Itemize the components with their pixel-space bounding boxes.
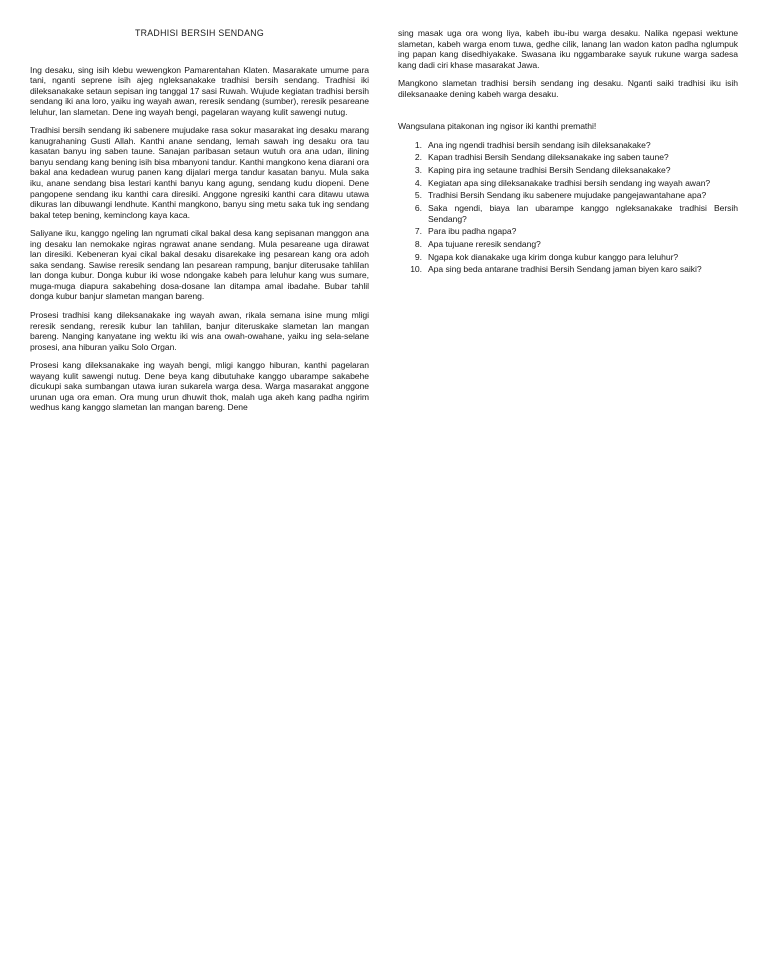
question-text: Para ibu padha ngapa? bbox=[428, 226, 517, 237]
question-text: Tradhisi Bersih Sendang iku sabenere mujudake pangejawantahane apa? bbox=[428, 190, 707, 201]
paragraph-meaning: Tradhisi bersih sendang iki sabenere mujudake rasa sokur masarakat ing desaku marang kanugrahaning Gusti Allah. Kanthi anane sendang, lemah sawah ing desaku ora tau kasatan banyu ing saben taune. Sanajan paribasan setaun wutuh ora ana udan, ilining banyu sendang kang bening isih bisa mbanyoni tandur. Kanthi mangkono kena diarani ora bakal ana kedadean wurug panen kang dijalari merga tandur kasatan banyu. Mula saka iku, anane sendang bisa lestari kanthi banyu kang agung, sendang kudu diopeni. Dene pangopene sendang iku kanthi cara diresiki. Anggone ngresiki kanthi cara ditawu utawa dikuras lan dibuwangi lendhute. Kanthi mangkono, banyu sing metu saka tuk ing sendang bakal tetep bening, keminclong kaya kaca. bbox=[30, 125, 369, 220]
paragraph-ancestors: Saliyane iku, kanggo ngeling lan ngrumati cikal bakal desa kang sepisanan manggon ana ing desaku lan nemokake ngiras ngrawat anane sendang. Mula pesareane uga dirawat lan diresiki. Kebeneran kyai cikal bakal desaku disarekake ing pesarean kang ora adoh saka sendang. Sawise reresik sendang lan pesarean rampung, banjur diterusake tahlilan lan donga kubur. Donga kubur iki wose ndongake kabeh para leluhur kang wus sumare, muga-muga diapura sakabehing dosa-dosane lan ditampa amal ibadahe. Bubar tahlil donga kubur banjur slametan mangan bareng. bbox=[30, 228, 369, 302]
question-number: 5. bbox=[414, 190, 422, 201]
question-number: 8. bbox=[414, 238, 422, 249]
questions-list bbox=[398, 140, 738, 275]
question-number: 7. bbox=[414, 226, 422, 237]
document-title: TRADHISI BERSIH SENDANG bbox=[134, 28, 265, 38]
question-text: Kapan tradhisi Bersih Sendang dileksanakake ing saben taune? bbox=[428, 152, 669, 163]
paragraph-night-procession: Prosesi kang dileksanakake ing wayah bengi, mligi kanggo hiburan, kanthi pagelaran wayang kulit sawengi nutug. Dene beya kang dibutuhake kanggo ubarampe sakabehe dicukupi saka sumbangan utawa iuran sukarela warga desa. Warga masarakat anggone urunan uga ora eman. Ora mung urun dhuwit thok, malah uga akeh kang padha ngirim wedhus kang kanggo slametan lan mangan bareng. Dene bbox=[30, 360, 369, 413]
paragraph-continuation: sing masak uga ora wong liya, kabeh ibu-ibu warga desaku. Nalika ngepasi wektune slametan, kabeh warga enom tuwa, gedhe cilik, lanang lan wadon katon padha nglumpuk ing papan kang disedhiyakake. Swasana iku nggambarake sayuk rukune warga sadesa kang dadi ciri khase masarakat Jawa. bbox=[398, 28, 738, 70]
question-text: Kegiatan apa sing dileksanakake tradhisi bersih sendang ing wayah awan? bbox=[428, 177, 711, 188]
question-text: Ana ing ngendi tradhisi bersih sendang isih dileksanakake? bbox=[428, 139, 651, 150]
question-number: 2. bbox=[414, 152, 422, 163]
question-text: Ngapa kok dianakake uga kirim donga kubur kanggo para leluhur? bbox=[428, 251, 679, 262]
question-text: Saka ngendi, biaya lan ubarampe kanggo ngleksanakake tradhisi Bersih Sendang? bbox=[428, 203, 738, 224]
paragraph-intro: Ing desaku, sing isih klebu wewengkon Pamarentahan Klaten. Masarakate umume para tani, nganti seprene isih ajeg ngleksanakake tradhisi bersih sendang. Tradhisi iki dileksanakake setaun sepisan ing tanggal 17 sasi Ruwah. Wujude kegiatan tradhisi bersih sendang iki ana loro, yaiku ing wayah awan, reresik sendang (sumber), reresik pesareane leluhur, lan slametan. Dene ing wayah bengi, pagelaran wayang kulit sawengi nutug. bbox=[30, 64, 369, 117]
spacer bbox=[398, 107, 738, 121]
question-number: 10. bbox=[410, 264, 422, 275]
question-item bbox=[398, 252, 738, 263]
question-number: 1. bbox=[414, 139, 422, 150]
question-text: Apa tujuane reresik sendang? bbox=[428, 238, 541, 249]
question-text: Apa sing beda antarane tradhisi Bersih Sendang jaman biyen karo saiki? bbox=[428, 264, 702, 275]
left-column bbox=[30, 28, 369, 421]
question-number: 6. bbox=[414, 203, 422, 214]
question-item bbox=[398, 165, 738, 176]
paragraph-daytime-procession: Prosesi tradhisi kang dileksanakake ing wayah awan, rikala semana isine mung mligi reresik sendang, reresik kubur lan tahlilan, banjur diteruskake slametan lan mangan bareng. Nanging kanyatane ing wektu iki wis ana owah-owahane, yaiku ing sela-selane prosesi, ana hiburan yaiku Solo Organ. bbox=[30, 310, 369, 352]
right-column bbox=[398, 28, 738, 277]
questions-instruction: Wangsulana pitakonan ing ngisor iki kanthi premathi! bbox=[398, 121, 597, 132]
question-item bbox=[398, 140, 738, 151]
question-number: 9. bbox=[414, 251, 422, 262]
question-item bbox=[398, 152, 738, 163]
question-number: 3. bbox=[414, 165, 422, 176]
question-number: 4. bbox=[414, 177, 422, 188]
question-item bbox=[398, 239, 738, 250]
question-item bbox=[398, 264, 738, 275]
question-text: Kaping pira ing setaune tradhisi Bersih Sendang dileksanakake? bbox=[428, 165, 671, 176]
paragraph-closing: Mangkono slametan tradhisi bersih sendang ing desaku. Nganti saiki tradhisi iku isih dileksanaake dening kabeh warga desaku. bbox=[398, 78, 738, 99]
question-item bbox=[398, 226, 738, 237]
question-item bbox=[398, 203, 738, 224]
question-item bbox=[398, 190, 738, 201]
question-item bbox=[398, 178, 738, 189]
